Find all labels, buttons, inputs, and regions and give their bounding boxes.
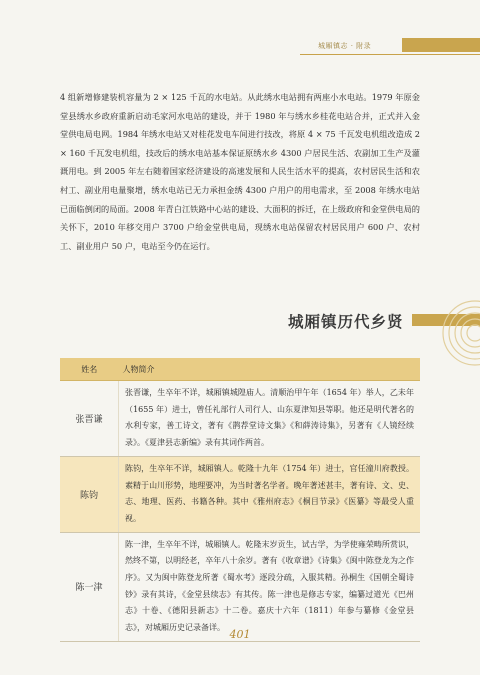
person-intro: 张晋谦，生卒年不详，城厢镇城隍庙人。清顺治甲午年（1654 年）举人，乙未年（1655 年）进士，曾任礼部行人司行人、山东夏津知县等职。他还是明代著名的水利专家，善工诗文，著有《鹊荐堂诗文集》《和薛涛诗集》，另著有《人镜经续录》。《夏津县志新编》录有其词作两首。: [119, 381, 421, 457]
running-head: 城厢镇志 · 附录: [318, 42, 372, 50]
table-row: [60, 532, 420, 641]
person-name: 陈一津: [60, 532, 119, 641]
column-header-intro: 人物简介: [119, 358, 421, 381]
person-name: 陈钧: [60, 456, 119, 532]
body-paragraph: 4 组新增修建装机容量为 2 × 125 千瓦的水电站。从此绣水电站拥有两座小水电站。1979 年原金堂县绣水乡政府重新启动毛家河水电站的建设，并于 1980 年与绣水乡桂花电站合并，正式并入金堂供电局电网。1984 年绣水电站又对桂花发电车间进行技改，将原 4 × 75 千瓦发电机组改造成 2 × 160 千瓦发电机组，技改后的绣水电站基本保证原绣水乡 4300 户居民生活、农副加工生产及灌溉用电。到 2005 年左右随着国家经济建设的高速发展和人民生活水平的提高，农村居民生活和农村工、副业用电量聚增，绣水电站已无力承担金绣 4300 户用户的用电需求，至 2008 年绣水电站已面临倒闭的局面。2008 年青白江铁路中心站的建设、大面积的拆迁，在上级政府和金堂供电局的关怀下，2010 年移交用户 3700 户给金堂供电局，现绣水电站保留农村居民用户 600 户、农村工、副业用户 50 户，电站至今仍在运行。: [60, 92, 420, 251]
person-intro: 陈一津，生卒年不详，城厢镇人。乾隆末岁贡生，试古学，为学使雍荣畴所赏识，然终不第，以明经老，卒年八十余岁。著有《收章谱》《诗集》《闽中陈登龙为之作序》。又为闽中陈登龙所著《蜀水考》逐段分疏，入服其精。孙桐生《国朝全蜀诗钞》录有其诗，《金堂县续志》有其传。陈一津也是修志专家，编纂过道光《巴州志》十卷、《德阳县新志》十二卷。嘉庆十六年（1811）年参与纂修《金堂县志》，对城厢历史记录备详。: [119, 532, 421, 641]
table-header-row: [60, 358, 420, 381]
table-row: [60, 456, 420, 532]
notables-table: [60, 358, 420, 642]
page-number: 401: [229, 628, 251, 641]
column-header-name: 姓名: [60, 358, 119, 381]
table-row: [60, 381, 420, 457]
section-title: 城厢镇历代乡贤: [288, 313, 404, 331]
person-intro: 陈钧，生卒年不详，城厢镇人。乾隆十九年（1754 年）进士，官任潼川府教授。素精于山川形势，地理要冲，为当时著名学者。晚年著述甚丰，著有诗、文、史、志、地理、医药、书籍各种。其中《雅州府志》《桐目节录》《医纂》等最受人重视。: [119, 456, 421, 532]
person-name: 张晋谦: [60, 381, 119, 457]
header-accent-bar: [402, 38, 480, 52]
circular-ornament-icon: [440, 298, 480, 368]
